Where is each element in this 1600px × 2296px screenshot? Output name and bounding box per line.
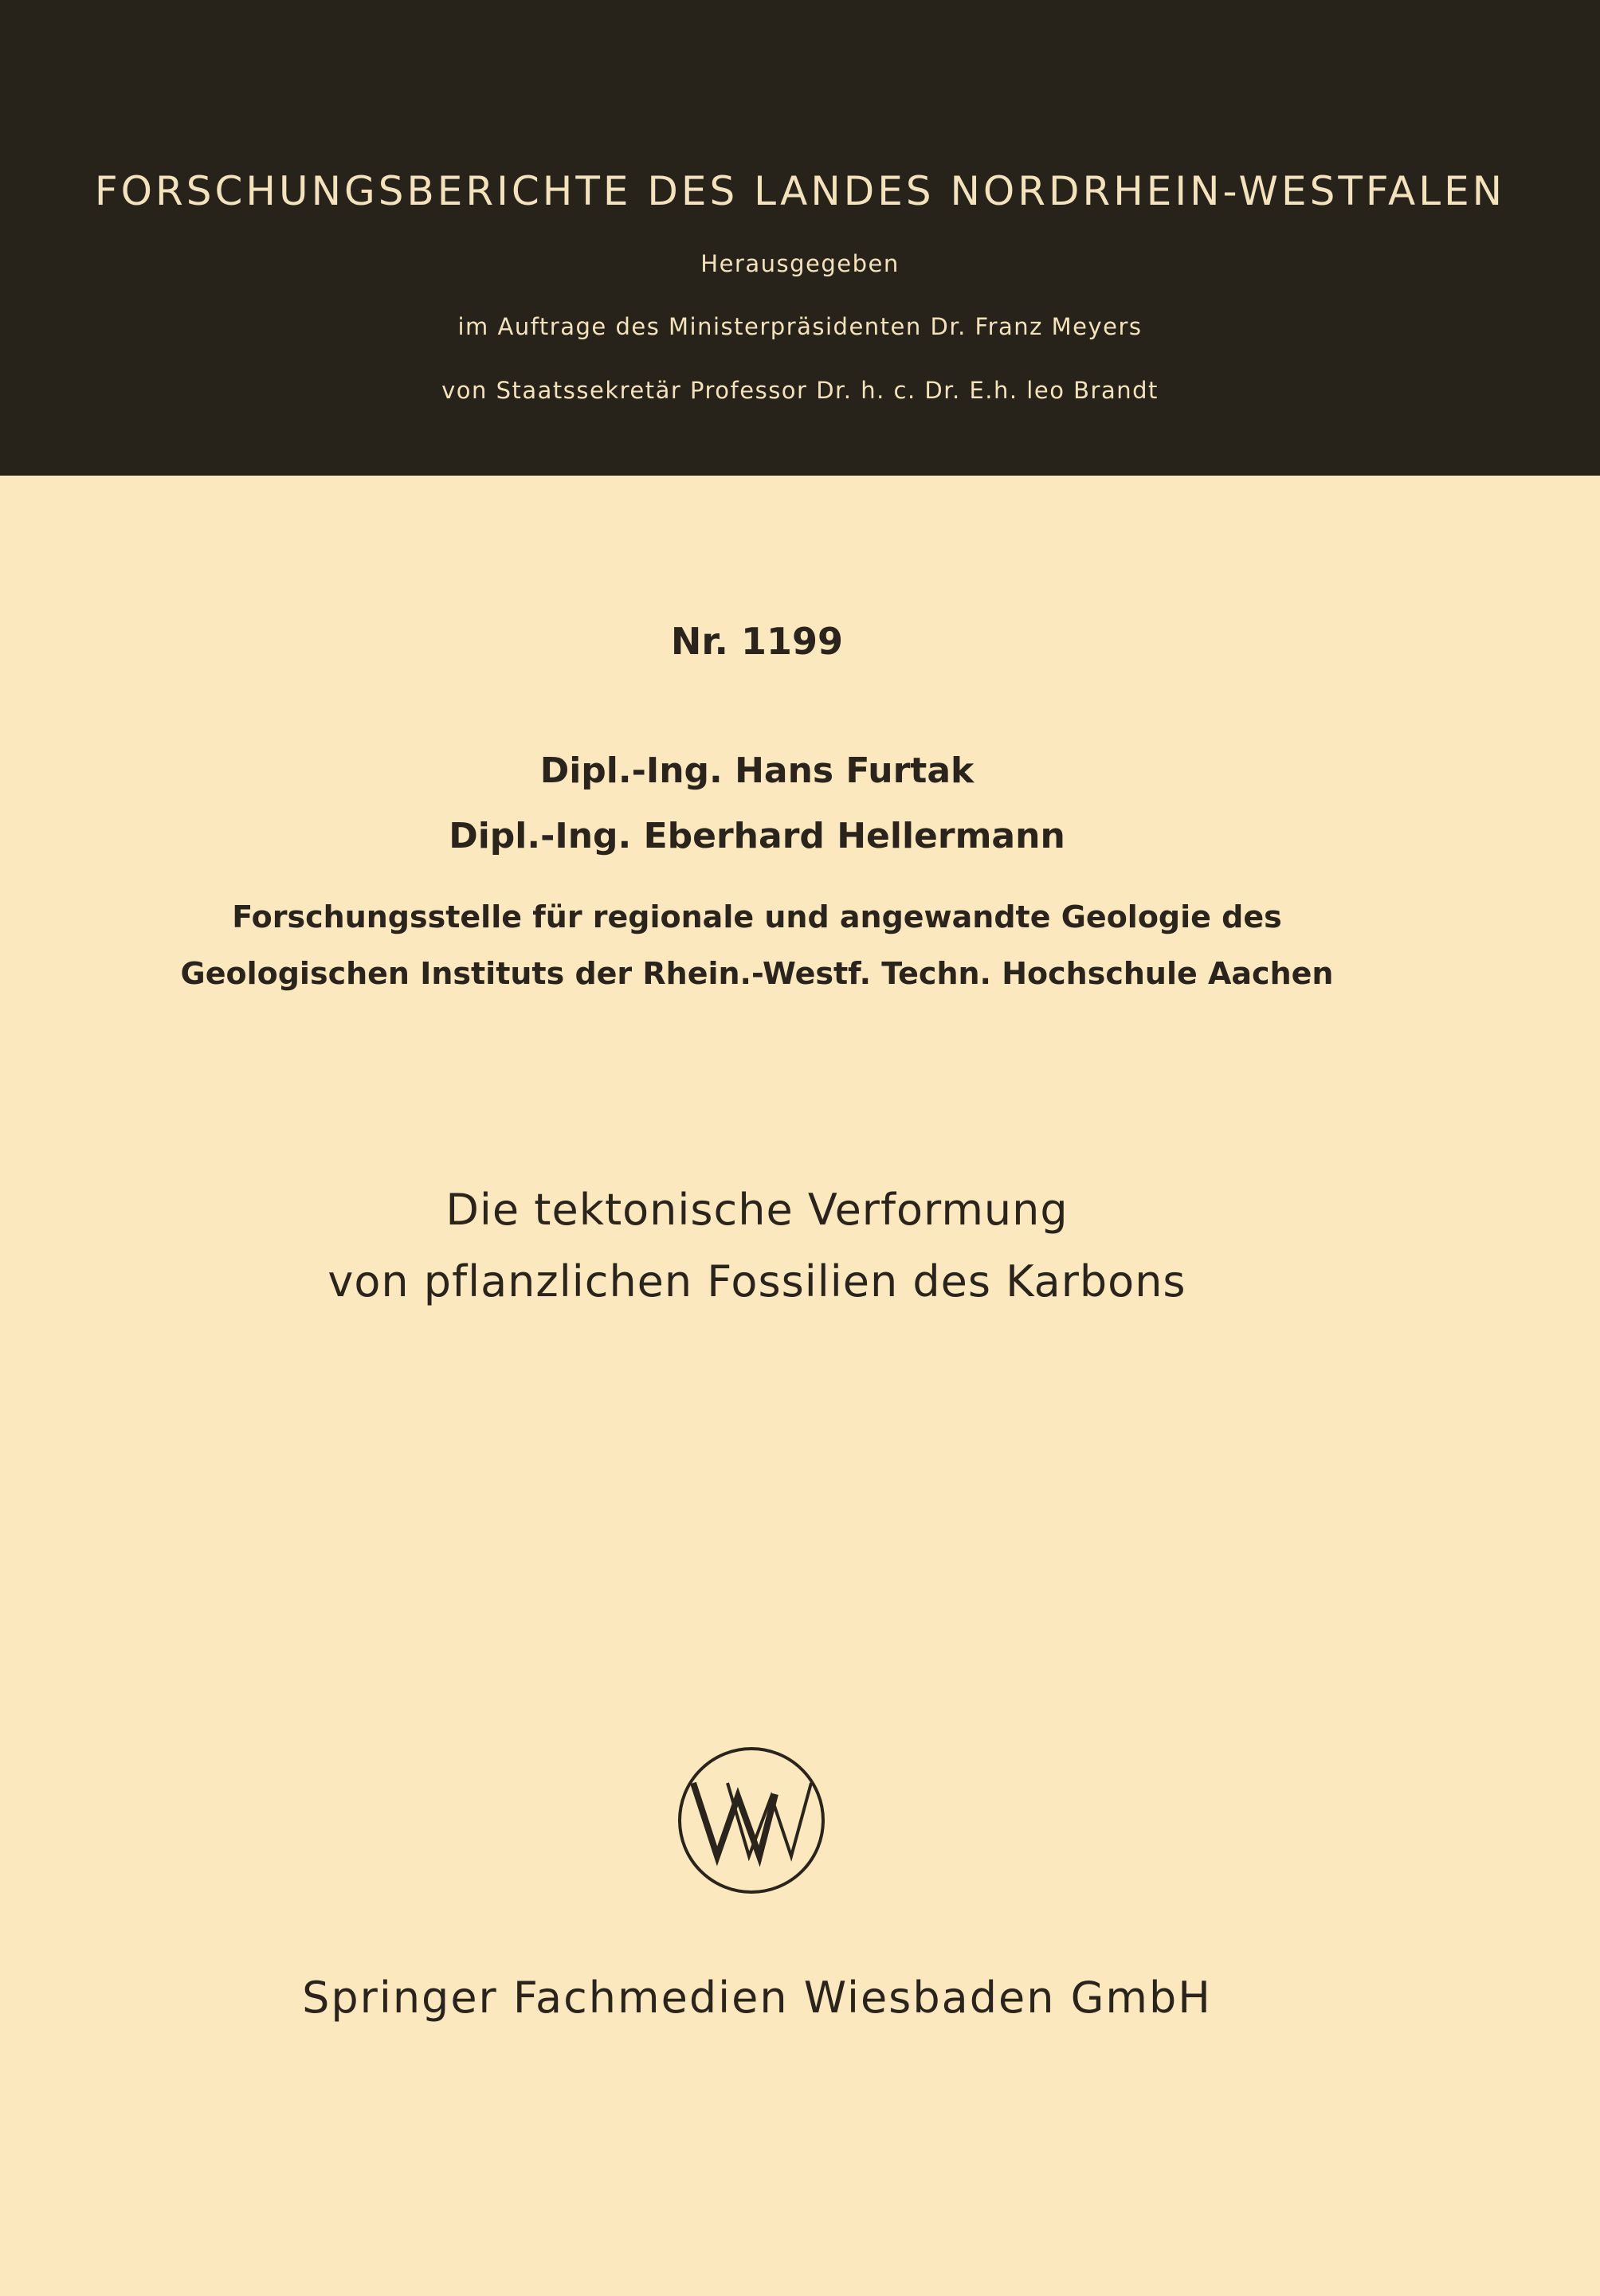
circled-ww-logo-icon bbox=[676, 1745, 827, 1896]
editor-label: Herausgegeben bbox=[700, 250, 900, 277]
volume-number: Nr. 1199 bbox=[670, 620, 844, 663]
header-band bbox=[0, 0, 1600, 476]
book-title-line: Die tektonische Verformung bbox=[445, 1185, 1069, 1235]
series-title: FORSCHUNGSBERICHTE DES LANDES NORDRHEIN-WESTFALEN bbox=[94, 168, 1506, 214]
institution-line: Forschungsstelle für regionale und angewandte Geologie des bbox=[232, 899, 1282, 934]
book-title-line: von pflanzlichen Fossilien des Karbons bbox=[327, 1256, 1186, 1307]
editor-commission: im Auftrage des Ministerpräsidenten Dr. Franz Meyers bbox=[457, 313, 1143, 340]
author-name: Dipl.-Ing. Hans Furtak bbox=[539, 750, 975, 791]
institution-line: Geologischen Instituts der Rhein.-Westf. Techn. Hochschule Aachen bbox=[180, 956, 1334, 991]
publisher-name: Springer Fachmedien Wiesbaden GmbH bbox=[302, 1973, 1212, 2023]
editor-name: von Staatssekretär Professor Dr. h. c. Dr. E.h. leo Brandt bbox=[441, 377, 1159, 404]
author-name: Dipl.-Ing. Eberhard Hellermann bbox=[449, 816, 1065, 856]
